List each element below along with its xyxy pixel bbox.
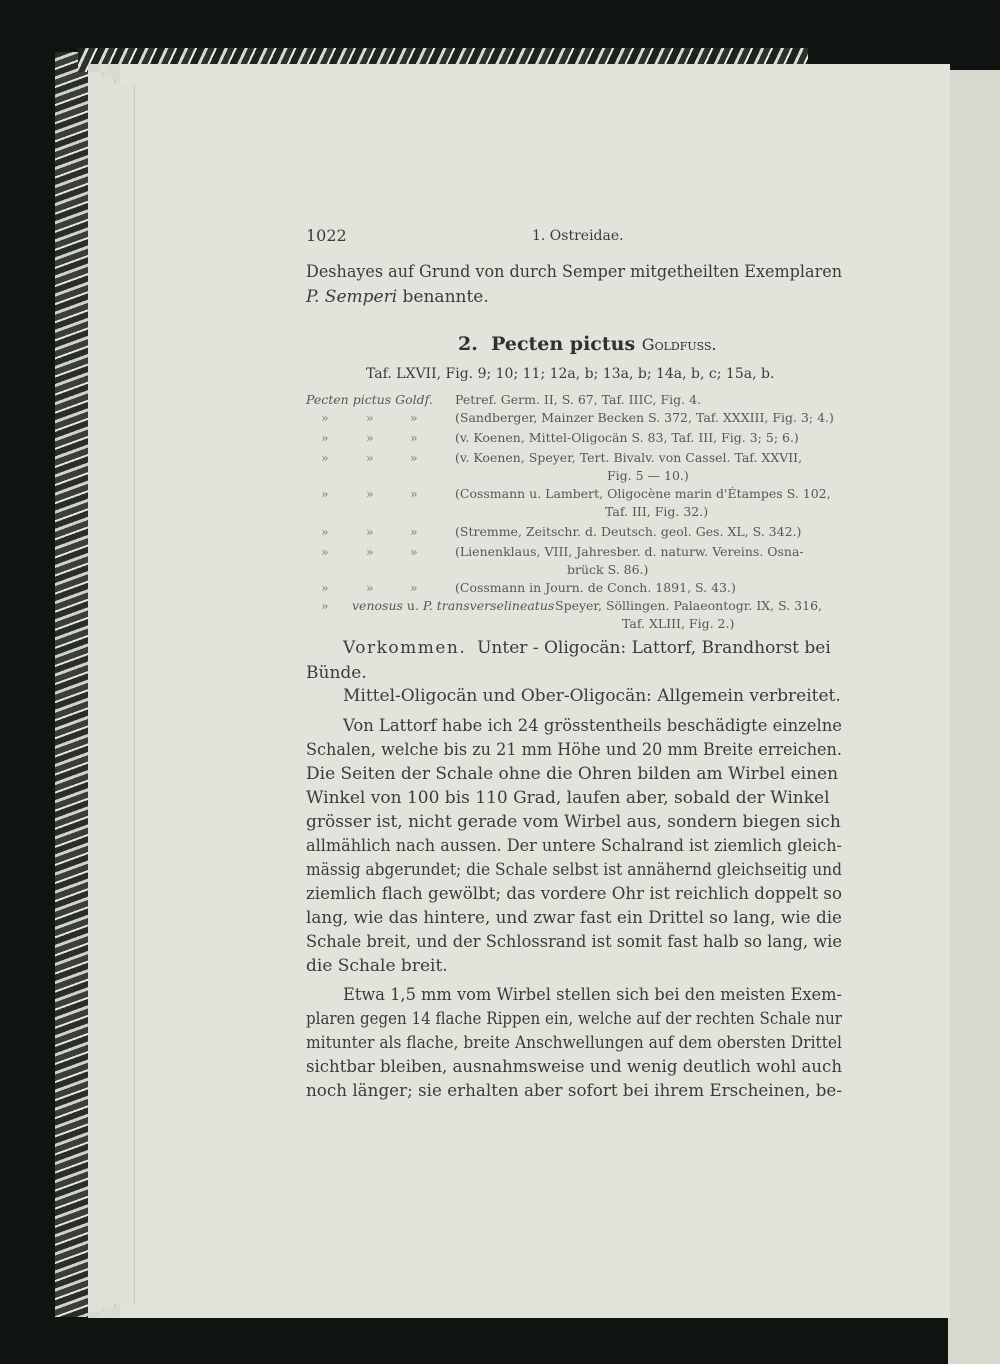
ditto-mark: » — [410, 486, 418, 501]
synonymy-entry-cont: Taf. XLIII, Fig. 2.) — [622, 616, 735, 631]
occurrence-line-3: Mittel-Oligocän und Ober-Oligocän: Allgemein verbreitet. — [343, 686, 841, 706]
ditto-mark: » — [321, 450, 329, 465]
occurrence-line-1: Vorkommen. Unter - Oligocän: Lattorf, Brandhorst bei — [343, 638, 831, 658]
paragraph-line: Die Seiten der Schale ohne die Ohren bilden am Wirbel einen — [306, 764, 839, 784]
ditto-mark: » — [321, 410, 329, 425]
intro-line-1: Deshayes auf Grund von durch Semper mitgetheilten Exemplaren — [306, 262, 842, 282]
paragraph-line: Schale breit, und der Schlossrand ist somit fast halb so lang, wie — [306, 932, 842, 952]
ditto-mark: » — [366, 580, 374, 595]
paragraph-line: Von Lattorf habe ich 24 grösstentheils beschädigte einzelne — [343, 716, 842, 736]
ditto-mark: » — [410, 430, 418, 445]
occurrence-line-2: Bünde. — [306, 663, 367, 683]
synonymy-entry: (Cossmann in Journ. de Conch. 1891, S. 43.) — [455, 580, 736, 595]
plate-reference: Taf. LXVII, Fig. 9; 10; 11; 12a, b; 13a, b; 14a, b, c; 15a, b. — [366, 366, 775, 382]
synonymy-entry-cont: Taf. III, Fig. 32.) — [605, 504, 709, 519]
ditto-mark: » — [366, 450, 374, 465]
paragraph-line: noch länger; sie erhalten aber sofort bei ihrem Erscheinen, be- — [306, 1081, 842, 1101]
paragraph-line: mässig abgerundet; die Schale selbst ist annähernd gleichseitig und — [306, 860, 842, 880]
ditto-mark: » — [321, 430, 329, 445]
paragraph-line: Winkel von 100 bis 110 Grad, laufen aber, sobald der Winkel — [306, 788, 830, 808]
ditto-mark: » — [321, 544, 329, 559]
paragraph-line: die Schale breit. — [306, 956, 448, 976]
synonymy-entry: Petref. Germ. II, S. 67, Taf. IIIC, Fig. 4. — [455, 392, 702, 407]
ditto-mark: » — [410, 544, 418, 559]
ditto-mark: » — [321, 486, 329, 501]
paragraph-line: allmählich nach aussen. Der untere Schalrand ist ziemlich gleich- — [306, 836, 842, 856]
paragraph-line: ziemlich flach gewölbt; das vordere Ohr ist reichlich doppelt so — [306, 884, 842, 904]
synonymy-entry: Speyer, Söllingen. Palaeontogr. IX, S. 316, — [555, 598, 823, 613]
synonymy-label: Pecten pictus Goldf. — [306, 392, 433, 407]
paragraph-line: Schalen, welche bis zu 21 mm Höhe und 20 mm Breite erreichen. — [306, 740, 842, 760]
synonymy-entry: (Sandberger, Mainzer Becken S. 372, Taf. XXXIII, Fig. 3; 4.) — [455, 410, 834, 425]
ditto-mark: » — [366, 524, 374, 539]
next-page-edge — [948, 70, 1000, 1364]
synonymy-entry: (Stremme, Zeitschr. d. Deutsch. geol. Ges. XL, S. 342.) — [455, 524, 802, 539]
paragraph-line: lang, wie das hintere, und zwar fast ein Drittel so lang, wie die — [306, 908, 842, 928]
ditto-mark: » — [366, 544, 374, 559]
section-heading: 2. Pecten pictus Goldfuss. — [458, 333, 717, 355]
running-title: 1. Ostreidae. — [532, 228, 624, 244]
synonymy-entry: (Lienenklaus, VIII, Jahresber. d. naturw. Vereins. Osna- — [455, 544, 804, 559]
paragraph-line: sichtbar bleiben, ausnahmsweise und wenig deutlich wohl auch — [306, 1057, 842, 1077]
synonymy-entry-cont: brück S. 86.) — [567, 562, 649, 577]
paragraph-line: mitunter als flache, breite Anschwellungen auf dem obersten Drittel — [306, 1033, 842, 1053]
paragraph-line: Etwa 1,5 mm vom Wirbel stellen sich bei den meisten Exem- — [343, 985, 842, 1005]
synonymy-entry-cont: Fig. 5 — 10.) — [607, 468, 689, 483]
ditto-mark: » — [410, 524, 418, 539]
intro-line-2: P. Semperi benannte. — [306, 287, 489, 307]
synonymy-entry: (Cossmann u. Lambert, Oligocène marin d'Étampes S. 102, — [455, 486, 831, 501]
ditto-mark: » — [321, 598, 329, 613]
ditto-mark: » — [410, 410, 418, 425]
ditto-mark: » — [410, 580, 418, 595]
synonymy-last-label: venosus u. P. transverselineatus — [352, 598, 555, 613]
paragraph-line: plaren gegen 14 flache Rippen ein, welche auf der rechten Schale nur — [306, 1009, 842, 1029]
synonymy-entry: (v. Koenen, Speyer, Tert. Bivalv. von Cassel. Taf. XXVII, — [455, 450, 803, 465]
page-leaf — [88, 72, 103, 1312]
page-number: 1022 — [306, 226, 347, 245]
ditto-mark: » — [366, 486, 374, 501]
ditto-mark: » — [366, 430, 374, 445]
ditto-mark: » — [410, 450, 418, 465]
ditto-mark: » — [366, 410, 374, 425]
ditto-mark: » — [321, 524, 329, 539]
paragraph-line: grösser ist, nicht gerade vom Wirbel aus, sondern biegen sich — [306, 812, 841, 832]
species-name: P. Semperi — [306, 287, 398, 307]
page-leaf — [114, 84, 135, 1304]
synonymy-entry: (v. Koenen, Mittel-Oligocän S. 83, Taf. III, Fig. 3; 5; 6.) — [455, 430, 799, 445]
ditto-mark: » — [321, 580, 329, 595]
